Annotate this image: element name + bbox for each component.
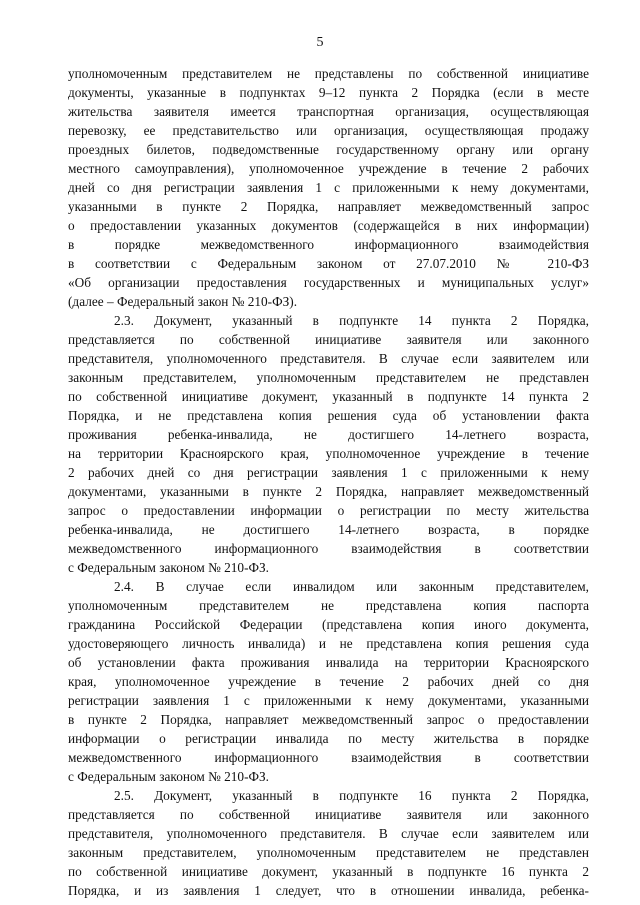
text-line: межведомственного информационного взаимодействия в соответствии <box>68 541 589 556</box>
text-line: запрос о предоставлении информации о регистрации по месту жительства <box>68 503 589 518</box>
text-line: 2.3. Документ, указанный в подпункте 14 пункта 2 Порядка, <box>114 313 589 328</box>
text-line: с Федеральным законом № 210-ФЗ. <box>68 769 269 784</box>
text-line: (далее – Федеральный закон № 210-ФЗ). <box>68 294 298 309</box>
text-line: по собственной инициативе документ, указанный в подпункте 14 пункта 2 <box>68 389 589 404</box>
text-line: проживания ребенка-инвалида, не достигшего 14-летнего возраста, <box>68 427 589 442</box>
text-line: на территории Красноярского края, уполномоченное учреждение в течение <box>68 446 589 461</box>
text-line: документы, указанные в подпунктах 9–12 пункта 2 Порядка (если в месте <box>68 85 589 100</box>
text-line: о предоставлении указанных документов (содержащейся в них информации) <box>68 218 589 233</box>
text-line: представляется по собственной инициативе заявителя или законного <box>68 807 589 822</box>
text-line: представляется по собственной инициативе заявителя или законного <box>68 332 589 347</box>
text-line: в соответствии с Федеральным законом от 27.07.2010 № 210-ФЗ <box>68 256 589 271</box>
text-line: регистрации заявления 1 с приложенными к нему документами, указанными <box>68 693 589 708</box>
text-line: уполномоченным представителем не представлена копия паспорта <box>68 598 589 613</box>
text-line: перевозку, ее представительство или организация, осуществляющая продажу <box>68 123 589 138</box>
text-line: дней со дня регистрации заявления 1 с приложенными к нему документами, <box>68 180 589 195</box>
text-line: в пункте 2 Порядка, направляет межведомственный запрос о предоставлении <box>68 712 589 727</box>
text-line: края, уполномоченное учреждение в течение 2 рабочих дней со дня <box>68 674 589 689</box>
text-line: гражданина Российской Федерации (представлена копия иного документа, <box>68 617 589 632</box>
text-line: указанными в пункте 2 Порядка, направляет межведомственный запрос <box>68 199 589 214</box>
text-line: по собственной инициативе документ, указанный в подпункте 16 пункта 2 <box>68 864 589 879</box>
text-line: документами, указанными в пункте 2 Порядка, направляет межведомственный <box>68 484 589 499</box>
document-body <box>68 64 589 900</box>
text-line: Порядка, и не представлена копия решения суда об установлении факта <box>68 408 589 423</box>
text-line: проездных билетов, подведомственные государственному органу или органу <box>68 142 589 157</box>
text-line: ребенка-инвалида, не достигшего 14-летнего возраста, в порядке <box>68 522 589 537</box>
text-line: местного самоуправления), уполномоченное учреждение в течение 2 рабочих <box>68 161 589 176</box>
text-line: законным представителем, уполномоченным представителем не представлен <box>68 845 589 860</box>
text-line: «Об организации предоставления государственных и муниципальных услуг» <box>68 275 589 290</box>
text-line: жительства заявителя имеется транспортная организация, осуществляющая <box>68 104 589 119</box>
text-line: с Федеральным законом № 210-ФЗ. <box>68 560 269 575</box>
text-line: об установлении факта проживания инвалида на территории Красноярского <box>68 655 589 670</box>
text-line: представителя, уполномоченного представителя. В случае если заявителем или <box>68 351 589 366</box>
text-line: представителя, уполномоченного представителя. В случае если заявителем или <box>68 826 589 841</box>
text-line: 2.4. В случае если инвалидом или законным представителем, <box>114 579 589 594</box>
page-number: 5 <box>316 35 324 50</box>
text-line: законным представителем, уполномоченным представителем не представлен <box>68 370 589 385</box>
text-line: Порядка, и из заявления 1 следует, что в отношении инвалида, ребенка- <box>68 883 589 898</box>
text-line: 2 рабочих дней со дня регистрации заявления 1 с приложенными к нему <box>68 465 589 480</box>
text-line: межведомственного информационного взаимодействия в соответствии <box>68 750 589 765</box>
text-line: в порядке межведомственного информационного взаимодействия <box>68 237 589 252</box>
text-line: информации о регистрации инвалида по месту жительства в порядке <box>68 731 589 746</box>
text-line: уполномоченным представителем не представлены по собственной инициативе <box>68 66 589 81</box>
text-line: 2.5. Документ, указанный в подпункте 16 пункта 2 Порядка, <box>114 788 589 803</box>
text-line: удостоверяющего личность инвалида) и не представлена копия решения суда <box>68 636 589 651</box>
